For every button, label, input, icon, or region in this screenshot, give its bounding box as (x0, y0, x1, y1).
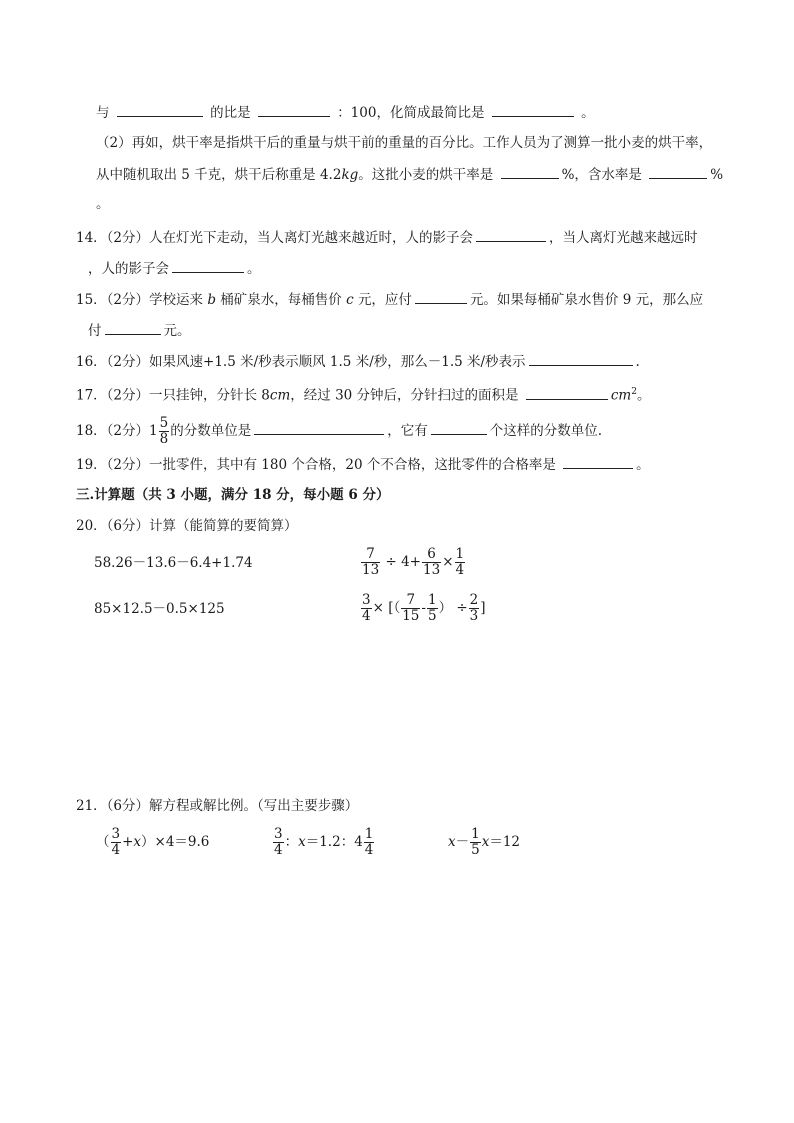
q13-text: ：100，化简成最简比是 (337, 105, 485, 121)
operator: ÷ 4+ (385, 554, 421, 570)
q18-text: 18．（2分） (76, 423, 150, 439)
q18-text: ，它有 (387, 423, 428, 439)
answer-blank[interactable] (476, 227, 546, 242)
q20-expression-4 (360, 593, 486, 624)
q20-title: 20．（6分）计算（能简算的要简算） (76, 518, 298, 534)
q15-text: 元。如果每桶矿泉水售价 9 元，那么应 (469, 292, 704, 308)
q21-equation-2 (272, 827, 375, 858)
equation-text: ＝12 (489, 834, 521, 850)
q14-line1 (76, 227, 698, 248)
unit-text: cm (269, 387, 291, 404)
q13-text: 。这批小麦的烘干率是 (358, 167, 494, 183)
q13-text: 的比是 (210, 105, 251, 121)
answer-blank[interactable] (258, 102, 330, 117)
q19-text: 。 (636, 457, 650, 473)
q15-line1 (76, 289, 703, 310)
q13-line3 (96, 164, 723, 185)
q14-text: ，当人离灯光越来越远时 (549, 230, 698, 246)
operator: ： (284, 834, 299, 850)
q20-expression-3: 85×12.5－0.5×125 (94, 601, 225, 617)
fraction: $\frac{1}{4}$ (364, 826, 374, 858)
answer-blank[interactable] (501, 164, 559, 179)
operator: × [（ (372, 600, 401, 616)
fraction: $\frac{5}{8}$ (159, 415, 169, 447)
q14-text: ，人的影子会 (88, 261, 169, 277)
answer-blank[interactable] (526, 385, 608, 400)
q17-text: ，经过 30 分钟后，分针扫过的面积是 (290, 387, 519, 404)
q13-text: %，含水率是 (561, 167, 642, 183)
variable-text: c (346, 292, 354, 308)
q15-text: 元。 (163, 323, 191, 339)
operator: ] (480, 600, 486, 616)
q19-line (76, 454, 650, 475)
q15-text: 元，应付 (357, 292, 412, 308)
q21-equation-3 (448, 827, 520, 858)
variable-text: x (481, 834, 490, 850)
unit-text: cm (610, 387, 632, 404)
q14-text: 14．（2分）人在灯光下走动，当人离灯光越来越近时，人的影子会 (76, 230, 474, 246)
q16-line (76, 351, 640, 372)
q20-expression-1: 58.26－13.6－6.4+1.74 (94, 555, 253, 571)
fraction: $\frac{6}{13}$ (423, 546, 441, 578)
fraction: $\frac{1}{5}$ (427, 592, 437, 624)
q13-line1 (96, 102, 595, 123)
answer-blank[interactable] (172, 258, 244, 273)
operator: × (442, 554, 454, 570)
operator: （ (96, 834, 110, 850)
q18-text: 个这样的分数单位. (489, 423, 603, 439)
q13-line4 (96, 194, 110, 214)
q17-text: 17．（2分）一只挂钟，分针长 8 (76, 387, 270, 404)
section-heading: 三.计算题（共 3 小题，满分 18 分，每小题 6 分） (76, 487, 390, 503)
answer-blank[interactable] (563, 454, 633, 469)
equation-text: ＝1.2：4 (305, 834, 363, 850)
q15-text: 15．（2分）学校运来 (76, 292, 204, 308)
answer-blank[interactable] (254, 420, 384, 435)
mixed-whole: 1 (149, 423, 158, 439)
fraction: $\frac{1}{4}$ (455, 546, 465, 578)
q21-title: 21．（6分）解方程或解比例。（写出主要步骤） (76, 798, 359, 814)
q13-text: 。 (581, 105, 595, 121)
q13-text: % (710, 167, 724, 183)
variable-text: x (133, 834, 142, 850)
q13-line2 (96, 133, 712, 153)
fraction: $\frac{3}{4}$ (111, 826, 121, 858)
operator: ） ÷ (438, 600, 468, 616)
q13-text: 从中随机取出 5 千克，烘干后称重是 4.2 (96, 167, 342, 183)
variable-text: x (298, 834, 306, 850)
q14-text: 。 (247, 261, 261, 277)
q18-text: 的分数单位是 (170, 423, 252, 439)
fraction: $\frac{1}{5}$ (471, 826, 480, 858)
answer-blank[interactable] (492, 102, 574, 117)
fraction: $\frac{3}{4}$ (362, 592, 371, 624)
q17-text: 。 (636, 387, 651, 404)
answer-blank[interactable] (105, 320, 161, 335)
q13-text: （2）再如，烘干率是指烘干后的重量与烘干前的重量的百分比。工作人员为了测算一批小麦的烘干率， (96, 135, 713, 151)
operator: － (455, 834, 470, 850)
answer-blank[interactable] (117, 102, 203, 117)
answer-blank[interactable] (415, 289, 467, 304)
q16-text: 16．（2分）如果风速+1.5 米/秒表示顺风 1.5 米/秒，那么－1.5 米/秒表示 (76, 354, 526, 370)
answer-blank[interactable] (649, 164, 707, 179)
superscript: 2 (631, 387, 637, 397)
fraction: $\frac{7}{13}$ (362, 546, 380, 578)
operator: + (122, 834, 134, 850)
operator: - (421, 600, 426, 616)
q14-line2 (88, 258, 261, 279)
fraction: $\frac{7}{15}$ (402, 592, 420, 624)
variable-text: x (448, 834, 456, 850)
equation-text: ）×4＝9.6 (141, 834, 210, 850)
fraction: $\frac{3}{4}$ (274, 826, 283, 858)
q18-line (76, 416, 602, 447)
answer-blank[interactable] (529, 351, 633, 366)
q21-equation-1 (96, 827, 209, 858)
answer-blank[interactable] (431, 420, 487, 435)
q17-line (76, 382, 650, 406)
fraction: $\frac{2}{3}$ (469, 592, 479, 624)
q13-text: 与 (96, 105, 110, 121)
q15-text: 付 (88, 323, 102, 339)
q15-line2 (88, 320, 191, 341)
q13-text: 。 (96, 196, 110, 212)
q19-text: 19．（2分）一批零件，其中有 180 个合格，20 个不合格，这批零件的合格率是 (76, 457, 556, 473)
q15-text: 桶矿泉水，每桶售价 (220, 292, 342, 308)
unit-text: kg (341, 167, 359, 183)
q20-expression-2 (360, 547, 466, 578)
variable-text: b (207, 292, 216, 308)
q16-text: . (635, 354, 640, 370)
